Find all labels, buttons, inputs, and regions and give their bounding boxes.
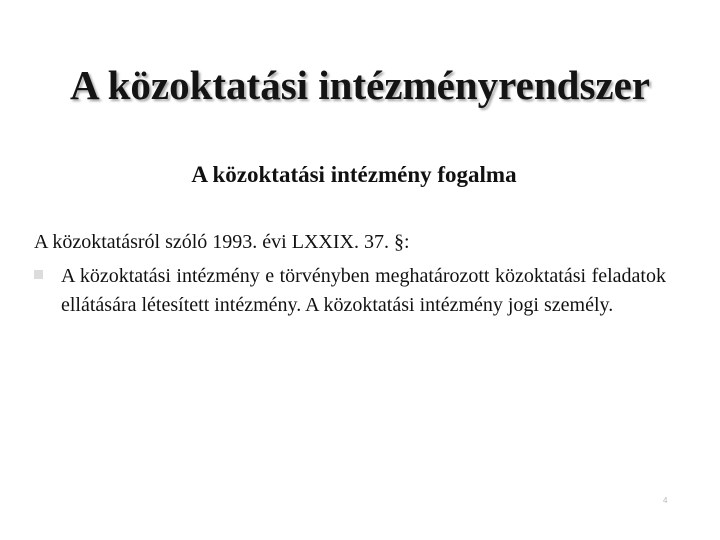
- square-bullet-icon: [34, 270, 43, 279]
- slide-title: A közoktatási intézményrendszer: [69, 62, 650, 108]
- slide-subtitle: A közoktatási intézmény fogalma: [191, 162, 517, 187]
- slide-number: 4: [663, 496, 668, 505]
- bullet-item: [34, 262, 666, 320]
- legal-reference-text: A közoktatásról szóló 1993. évi LXXIX. 37. §:: [34, 231, 410, 253]
- bullet-text: A közoktatási intézmény e törvényben meghatározott közoktatási feladatok ellátására létesített intézmény. A közoktatási intézmény jogi személy.: [61, 265, 666, 316]
